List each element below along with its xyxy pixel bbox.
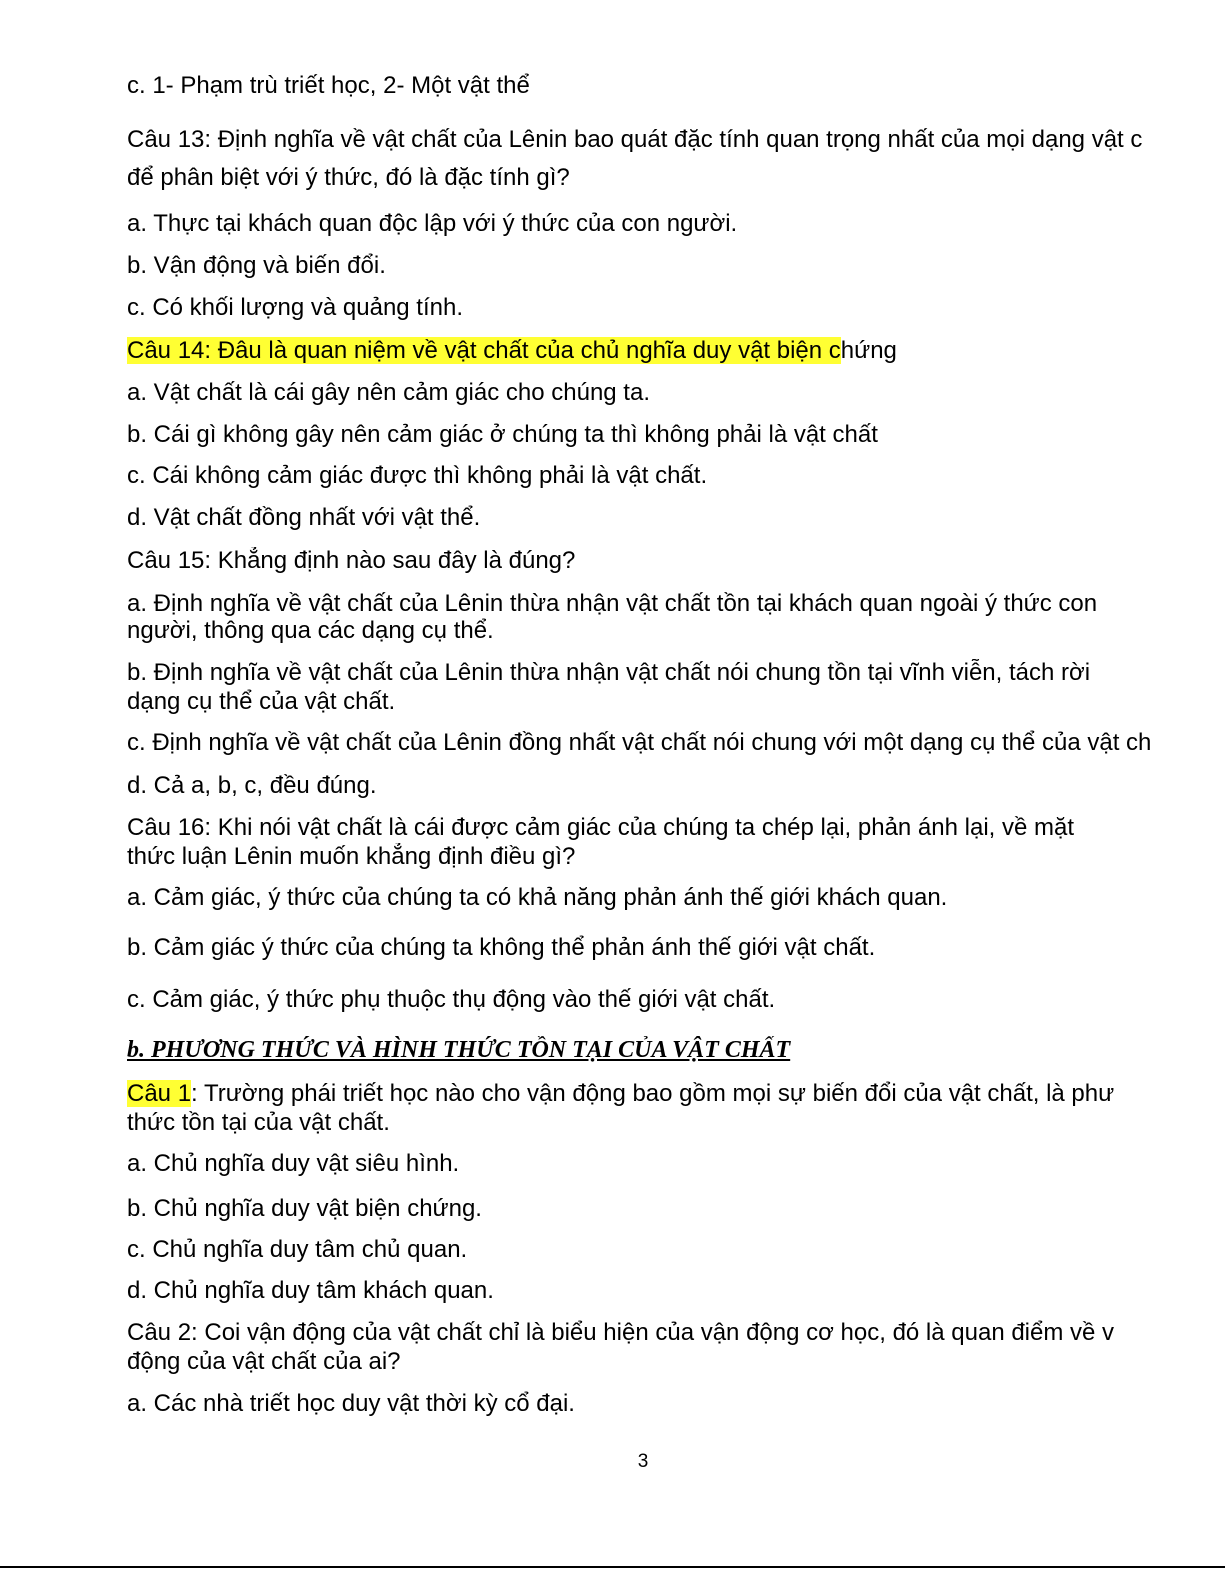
question-16-line-2: thức luận Lênin muốn khẳng định điều gì?: [127, 843, 576, 870]
question-16-line-1: Câu 16: Khi nói vật chất là cái được cảm giác của chúng ta chép lại, phản ánh lại, về mặt: [127, 814, 1075, 841]
q15-option-c: c. Định nghĩa về vật chất của Lênin đồng nhất vật chất nói chung với một dạng cụ thể của vật ch: [127, 729, 1152, 756]
q15-option-a-line-2: người, thông qua các dạng cụ thể.: [127, 617, 494, 644]
q15-option-d: d. Cả a, b, c, đều đúng.: [127, 772, 377, 799]
q14-option-d: d. Vật chất đồng nhất với vật thể.: [127, 504, 481, 531]
page-bottom-rule: [0, 1566, 1225, 1568]
question-14-tail: hứng: [840, 337, 897, 364]
question-14-highlight: Câu 14: Đâu là quan niệm về vật chất của chủ nghĩa duy vật biện c: [127, 337, 841, 364]
q13-option-a: a. Thực tại khách quan độc lập với ý thức của con người.: [127, 210, 738, 237]
question-13-line-2: để phân biệt với ý thức, đó là đặc tính gì?: [127, 164, 570, 191]
question-1-highlight: Câu 1: [127, 1080, 192, 1107]
q14-option-b: b. Cái gì không gây nên cảm giác ở chúng ta thì không phải là vật chất: [127, 421, 878, 448]
question-2-line-2: động của vật chất của ai?: [127, 1348, 401, 1375]
q16-option-b: b. Cảm giác ý thức của chúng ta không thể phản ánh thế giới vật chất.: [127, 934, 876, 961]
question-13-line-1: Câu 13: Định nghĩa về vật chất của Lênin bao quát đặc tính quan trọng nhất của mọi dạng vật c: [127, 126, 1143, 153]
question-15: Câu 15: Khẳng định nào sau đây là đúng?: [127, 547, 576, 574]
q1-option-d: d. Chủ nghĩa duy tâm khách quan.: [127, 1277, 494, 1304]
q15-option-b-line-2: dạng cụ thể của vật chất.: [127, 688, 396, 715]
option-c-prev: c. 1- Phạm trù triết học, 2- Một vật thể: [127, 72, 530, 99]
question-1-text: : Trường phái triết học nào cho vận động bao gồm mọi sự biến đổi của vật chất, là phư: [191, 1080, 1115, 1107]
q15-option-a-line-1: a. Định nghĩa về vật chất của Lênin thừa nhận vật chất tồn tại khách quan ngoài ý thức con: [127, 590, 1098, 617]
q1-option-a: a. Chủ nghĩa duy vật siêu hình.: [127, 1150, 460, 1177]
question-1-line-1: [127, 1080, 1173, 1108]
question-1-line-2: thức tồn tại của vật chất.: [127, 1109, 390, 1136]
q16-option-a: a. Cảm giác, ý thức của chúng ta có khả năng phản ánh thế giới khách quan.: [127, 884, 948, 911]
q15-option-b-line-1: b. Định nghĩa về vật chất của Lênin thừa nhận vật chất nói chung tồn tại vĩnh viễn, tách rời: [127, 659, 1091, 686]
question-14: [127, 337, 1173, 365]
q13-option-b: b. Vận động và biến đổi.: [127, 252, 386, 279]
q1-option-c: c. Chủ nghĩa duy tâm chủ quan.: [127, 1236, 468, 1263]
page-number: 3: [637, 1451, 649, 1472]
q2-option-a: a. Các nhà triết học duy vật thời kỳ cổ đại.: [127, 1390, 575, 1417]
q1-option-b: b. Chủ nghĩa duy vật biện chứng.: [127, 1195, 482, 1222]
question-2-line-1: Câu 2: Coi vận động của vật chất chỉ là biểu hiện của vận động cơ học, đó là quan điểm về v: [127, 1319, 1115, 1346]
section-heading: [127, 1036, 1173, 1064]
q16-option-c: c. Cảm giác, ý thức phụ thuộc thụ động vào thế giới vật chất.: [127, 986, 776, 1013]
section-heading-text: b. PHƯƠNG THỨC VÀ HÌNH THỨC TỒN TẠI CỦA VẬT CHẤT: [127, 1037, 791, 1063]
q14-option-c: c. Cái không cảm giác được thì không phải là vật chất.: [127, 462, 708, 489]
q13-option-c: c. Có khối lượng và quảng tính.: [127, 294, 463, 321]
q14-option-a: a. Vật chất là cái gây nên cảm giác cho chúng ta.: [127, 379, 650, 406]
